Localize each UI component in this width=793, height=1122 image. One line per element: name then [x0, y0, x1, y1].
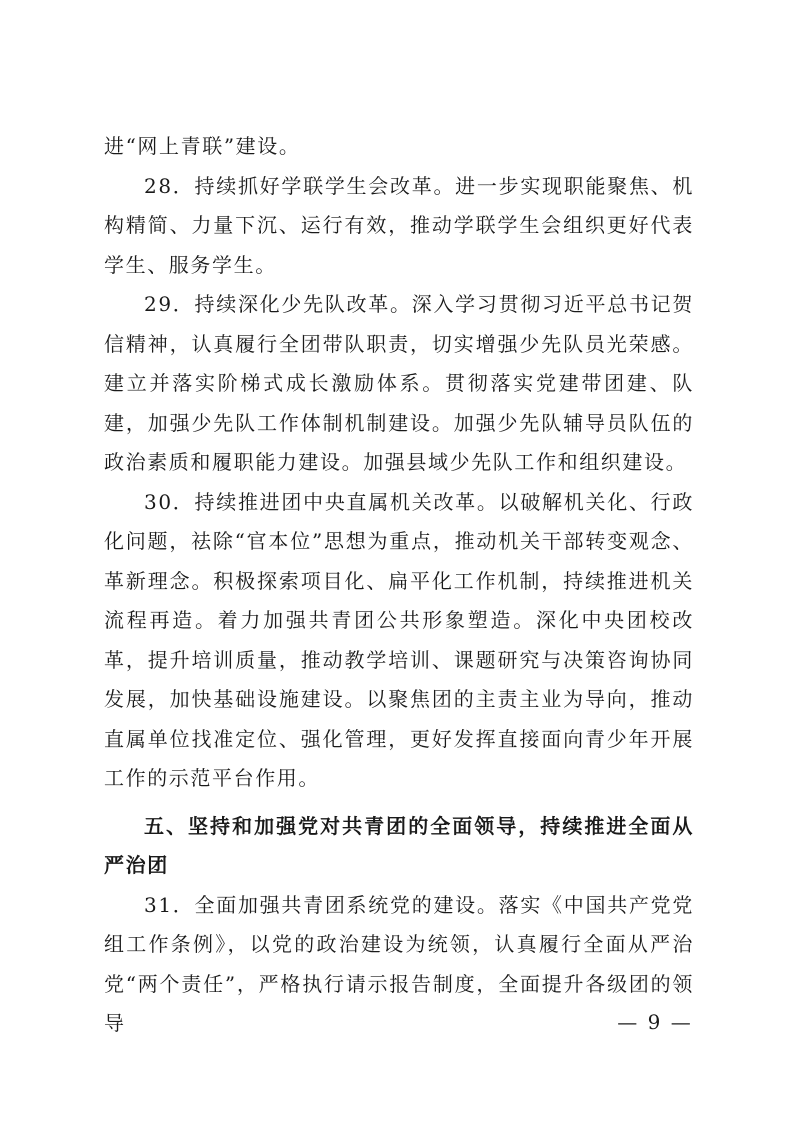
paragraph-continuation: 进“网上青联”建设。 [104, 134, 301, 158]
paragraph-item-29: 29．持续深化少先队改革。深入学习贯彻习近平总书记贺信精神，认真履行全团带队职责，切实增强少先队员光荣感。建立并落实阶梯式成长激励体系。贯彻落实党建带团建、队建，加强少先队工作体制机制建设。加强少先队辅导员队伍的政治素质和履职能力建设。加强县域少先队工作和组织建设。 [104, 292, 694, 474]
page-number: — 9 — [617, 1010, 693, 1034]
paragraph-item-28: 28．持续抓好学联学生会改革。进一步实现职能聚焦、机构精简、力量下沉、运行有效，推动学联学生会组织更好代表学生、服务学生。 [104, 173, 694, 277]
paragraph-item-30: 30．持续推进团中央直属机关改革。以破解机关化、行政化问题，祛除“官本位”思想为重点，推动机关干部转变观念、革新理念。积极探索项目化、扁平化工作机制，持续推进机关流程再造。着力加强共青团公共形象塑造。深化中央团校改革，提升培训质量，推动教学培训、课题研究与决策咨询协同发展，加快基础设施建设。以聚焦团的主责主业为导向，推动直属单位找准定位、强化管理，更好发挥直接面向青少年开展工作的示范平台作用。 [104, 489, 694, 790]
body-text [104, 127, 694, 1044]
paragraph-item-31: 31．全面加强共青团系统党的建设。落实《中国共产党党组工作条例》，以党的政治建设为统领，认真履行全面从严治党“两个责任”，严格执行请示报告制度，全面提升各级团的领导 [104, 892, 694, 1035]
section-heading: 五、坚持和加强党对共青团的全面领导，持续推进全面从严治团 [104, 813, 694, 877]
